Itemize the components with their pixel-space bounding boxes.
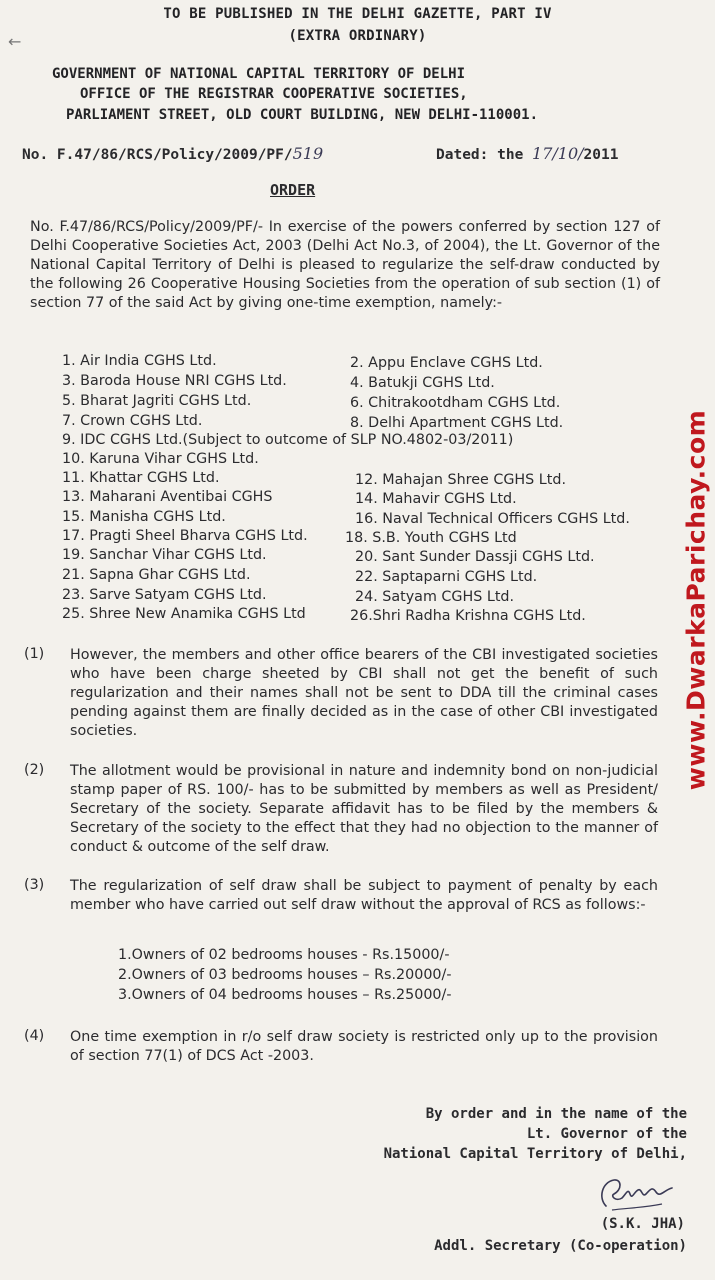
society-item: 20. Sant Sunder Dassji CGHS Ltd.	[355, 549, 595, 565]
penalty-item: 1.Owners of 02 bedrooms houses - Rs.15000/-	[118, 947, 450, 963]
office-address: PARLIAMENT STREET, OLD COURT BUILDING, NEW DELHI-110001.	[66, 107, 539, 123]
website-watermark	[678, 240, 714, 960]
society-item: 9. IDC CGHS Ltd.(Subject to outcome of SLP NO.4802-03/2011)	[62, 432, 514, 448]
date-year: 2011	[583, 147, 619, 163]
reference-number	[22, 144, 323, 163]
society-item: 25. Shree New Anamika CGHS Ltd	[62, 606, 306, 622]
society-item: 13. Maharani Aventibai CGHS	[62, 489, 273, 505]
society-item: 11. Khattar CGHS Ltd.	[62, 470, 220, 486]
condition-text: One time exemption in r/o self draw society is restricted only up to the provision of section 77(1) of DCS Act -2003.	[70, 1029, 658, 1064]
society-item: 16. Naval Technical Officers CGHS Ltd.	[355, 511, 630, 527]
society-item: 26.Shri Radha Krishna CGHS Ltd.	[350, 608, 586, 624]
reference-prefix: No. F.47/86/RCS/Policy/2009/PF/	[22, 147, 293, 163]
society-item: 10. Karuna Vihar CGHS Ltd.	[62, 451, 259, 467]
signatory-designation: Addl. Secretary (Co-operation)	[434, 1238, 687, 1254]
gazette-heading: TO BE PUBLISHED IN THE DELHI GAZETTE, PART IV	[163, 6, 552, 22]
government-heading: GOVERNMENT OF NATIONAL CAPITAL TERRITORY OF DELHI	[52, 66, 466, 82]
society-item: 4. Batukji CGHS Ltd.	[350, 375, 495, 391]
society-item: 22. Saptaparni CGHS Ltd.	[355, 569, 538, 585]
date-line	[436, 144, 618, 163]
signature-line-2: Lt. Governor of the	[526, 1126, 687, 1142]
society-item: 24. Satyam CGHS Ltd.	[355, 589, 515, 605]
order-title: ORDER	[270, 181, 316, 199]
corner-mark: ←	[8, 32, 22, 51]
society-item: 1. Air India CGHS Ltd.	[62, 353, 217, 369]
condition-text: The regularization of self draw shall be subject to payment of penalty by each member who have carried out self draw without the approval of RCS as follows:-	[70, 878, 658, 913]
condition-number: (2)	[24, 762, 45, 778]
society-item: 8. Delhi Apartment CGHS Ltd.	[350, 415, 564, 431]
society-item: 18. S.B. Youth CGHS Ltd	[345, 530, 517, 546]
gazette-subheading: (EXTRA ORDINARY)	[288, 28, 427, 44]
society-item: 14. Mahavir CGHS Ltd.	[355, 491, 517, 507]
condition-number: (4)	[24, 1028, 45, 1044]
society-item: 6. Chitrakootdham CGHS Ltd.	[350, 395, 561, 411]
society-item: 5. Bharat Jagriti CGHS Ltd.	[62, 393, 252, 409]
intro-paragraph: No. F.47/86/RCS/Policy/2009/PF/- In exercise of the powers conferred by section 127 of Delhi Cooperative Societies Act, 2003 (Delhi Act No.3, of 2004), the Lt. Governor of the National Capital Territory of Delhi is pleased to regularize the self-draw conducted by the following 26 Cooperative Housing Societies from the operation of sub section (1) of section 77 of the said Act by giving one-time exemption, namely:-	[30, 219, 660, 311]
society-item: 21. Sapna Ghar CGHS Ltd.	[62, 567, 251, 583]
society-item: 23. Sarve Satyam CGHS Ltd.	[62, 587, 267, 603]
society-item: 7. Crown CGHS Ltd.	[62, 413, 203, 429]
society-item: 3. Baroda House NRI CGHS Ltd.	[62, 373, 287, 389]
date-handwritten: 17/10/	[532, 144, 584, 163]
society-item: 2. Appu Enclave CGHS Ltd.	[350, 355, 543, 371]
society-item: 17. Pragti Sheel Bharva CGHS Ltd.	[62, 528, 308, 544]
date-prefix: Dated: the	[436, 147, 533, 163]
penalty-item: 2.Owners of 03 bedrooms houses – Rs.20000/-	[118, 967, 452, 983]
office-heading: OFFICE OF THE REGISTRAR COOPERATIVE SOCIETIES,	[80, 86, 468, 102]
penalty-item: 3.Owners of 04 bedrooms houses – Rs.25000/-	[118, 987, 452, 1003]
condition-number: (1)	[24, 646, 45, 662]
condition-text: However, the members and other office bearers of the CBI investigated societies who have been charge sheeted by CBI shall not get the benefit of such regularization and their names shall not be sent to DDA till the criminal cases pending against them are finally decided as in the case of other CBI investigated societies.	[70, 647, 658, 739]
society-item: 15. Manisha CGHS Ltd.	[62, 509, 226, 525]
signature-line-3: National Capital Territory of Delhi,	[383, 1146, 687, 1162]
condition-number: (3)	[24, 877, 45, 893]
handwritten-signature	[592, 1168, 682, 1218]
watermark-text: www.DwarkaParichay.com	[681, 409, 711, 791]
condition-text: The allotment would be provisional in nature and indemnity bond on non-judicial stamp paper of RS. 100/- has to be submitted by members as well as President/ Secretary of the society. Separate affidavit has to be filed by the members & Secretary of the society to the effect that they had no objection to the manner of conduct & outcome of the self draw.	[70, 763, 658, 855]
reference-handwritten: 519	[292, 144, 324, 163]
society-item: 12. Mahajan Shree CGHS Ltd.	[355, 472, 566, 488]
society-item: 19. Sanchar Vihar CGHS Ltd.	[62, 547, 267, 563]
signatory-name: (S.K. JHA)	[600, 1216, 685, 1232]
signature-line-1: By order and in the name of the	[425, 1106, 687, 1122]
